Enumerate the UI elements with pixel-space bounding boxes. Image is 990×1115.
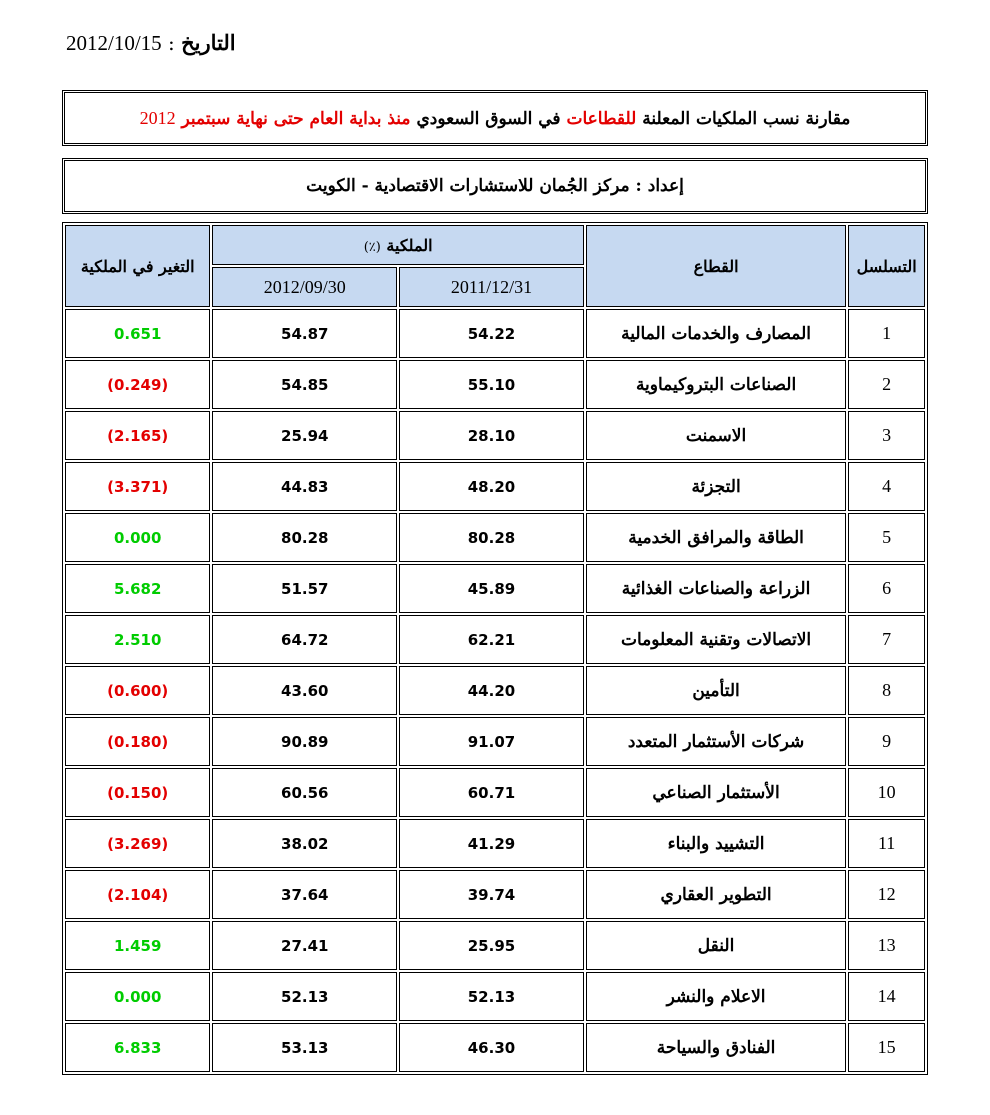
- row-sector: الاسمنت: [586, 411, 846, 460]
- row-seq: 1: [848, 309, 925, 358]
- report-title: [140, 108, 851, 129]
- row-ownership-2011: 52.13: [399, 972, 584, 1021]
- title-year: 2012: [139, 107, 176, 128]
- row-sector: النقل: [586, 921, 846, 970]
- header-date-2011: 2011/12/31: [399, 267, 584, 307]
- row-seq: 14: [848, 972, 925, 1021]
- row-seq: 2: [848, 360, 925, 409]
- row-ownership-2012: 43.60: [212, 666, 397, 715]
- table-row: [65, 717, 925, 766]
- row-change: (2.104): [65, 870, 210, 919]
- row-ownership-2012: 53.13: [212, 1023, 397, 1072]
- header-seq: التسلسل: [848, 225, 925, 307]
- row-ownership-2011: 44.20: [399, 666, 584, 715]
- row-change: 0.000: [65, 972, 210, 1021]
- header-sector: القطاع: [586, 225, 846, 307]
- row-ownership-2011: 80.28: [399, 513, 584, 562]
- table-row: [65, 615, 925, 664]
- row-change: 0.651: [65, 309, 210, 358]
- row-sector: التأمين: [586, 666, 846, 715]
- title-part-1: مقارنة نسب الملكيات المعلنة: [642, 108, 851, 129]
- row-sector: الأستثمار الصناعي: [586, 768, 846, 817]
- report-title-box: [62, 90, 928, 146]
- table-row: [65, 819, 925, 868]
- row-sector: الاعلام والنشر: [586, 972, 846, 1021]
- row-ownership-2012: 37.64: [212, 870, 397, 919]
- row-seq: 13: [848, 921, 925, 970]
- header-ownership-unit: (٪): [363, 239, 381, 255]
- row-ownership-2011: 28.10: [399, 411, 584, 460]
- row-ownership-2011: 45.89: [399, 564, 584, 613]
- row-change: (3.269): [65, 819, 210, 868]
- row-sector: الاتصالات وتقنية المعلومات: [586, 615, 846, 664]
- row-ownership-2012: 60.56: [212, 768, 397, 817]
- row-sector: التجزئة: [586, 462, 846, 511]
- row-seq: 12: [848, 870, 925, 919]
- row-seq: 5: [848, 513, 925, 562]
- row-seq: 7: [848, 615, 925, 664]
- prepared-by: إعداد : مركز الجُمان للاستشارات الاقتصادية - الكويت: [306, 176, 684, 196]
- row-change: 1.459: [65, 921, 210, 970]
- row-ownership-2012: 90.89: [212, 717, 397, 766]
- row-change: 0.000: [65, 513, 210, 562]
- row-ownership-2011: 39.74: [399, 870, 584, 919]
- table-row: [65, 1023, 925, 1072]
- row-ownership-2011: 55.10: [399, 360, 584, 409]
- row-ownership-2011: 62.21: [399, 615, 584, 664]
- row-sector: شركات الأستثمار المتعدد: [586, 717, 846, 766]
- row-sector: التشييد والبناء: [586, 819, 846, 868]
- row-seq: 10: [848, 768, 925, 817]
- table-row: [65, 360, 925, 409]
- row-seq: 3: [848, 411, 925, 460]
- table-row: [65, 921, 925, 970]
- table-row: [65, 666, 925, 715]
- row-ownership-2011: 91.07: [399, 717, 584, 766]
- table-body: [65, 309, 925, 1072]
- row-change: (3.371): [65, 462, 210, 511]
- row-change: (0.180): [65, 717, 210, 766]
- row-ownership-2011: 60.71: [399, 768, 584, 817]
- row-sector: التطوير العقاري: [586, 870, 846, 919]
- row-seq: 4: [848, 462, 925, 511]
- date-value: 2012/10/15: [66, 31, 162, 55]
- title-part-4: منذ بداية العام حتى نهاية سبتمبر: [181, 108, 411, 129]
- row-sector: الفنادق والسياحة: [586, 1023, 846, 1072]
- row-change: 5.682: [65, 564, 210, 613]
- header-change: التغير في الملكية: [65, 225, 210, 307]
- row-ownership-2012: 52.13: [212, 972, 397, 1021]
- row-seq: 11: [848, 819, 925, 868]
- row-change: (0.249): [65, 360, 210, 409]
- table-row: [65, 309, 925, 358]
- row-seq: 15: [848, 1023, 925, 1072]
- table-row: [65, 768, 925, 817]
- ownership-table: [62, 222, 928, 1075]
- row-ownership-2012: 38.02: [212, 819, 397, 868]
- row-seq: 8: [848, 666, 925, 715]
- row-ownership-2012: 54.87: [212, 309, 397, 358]
- row-ownership-2012: 80.28: [212, 513, 397, 562]
- header-date-2012: 2012/09/30: [212, 267, 397, 307]
- row-change: (0.600): [65, 666, 210, 715]
- header-ownership: [212, 225, 583, 265]
- header-ownership-label: الملكية: [386, 235, 433, 255]
- prepared-by-box: [62, 158, 928, 214]
- table-row: [65, 564, 925, 613]
- row-change: 2.510: [65, 615, 210, 664]
- row-seq: 9: [848, 717, 925, 766]
- row-ownership-2011: 41.29: [399, 819, 584, 868]
- row-sector: الطاقة والمرافق الخدمية: [586, 513, 846, 562]
- row-sector: المصارف والخدمات المالية: [586, 309, 846, 358]
- report-date: [66, 30, 236, 56]
- row-ownership-2011: 25.95: [399, 921, 584, 970]
- row-ownership-2011: 48.20: [399, 462, 584, 511]
- date-separator: :: [161, 31, 182, 55]
- title-part-3: في السوق السعودي: [416, 108, 561, 129]
- row-ownership-2012: 27.41: [212, 921, 397, 970]
- row-ownership-2012: 64.72: [212, 615, 397, 664]
- row-change: (0.150): [65, 768, 210, 817]
- row-change: 6.833: [65, 1023, 210, 1072]
- table-row: [65, 462, 925, 511]
- table-row: [65, 513, 925, 562]
- table-row: [65, 411, 925, 460]
- row-sector: الزراعة والصناعات الغذائية: [586, 564, 846, 613]
- row-ownership-2011: 46.30: [399, 1023, 584, 1072]
- row-change: (2.165): [65, 411, 210, 460]
- row-ownership-2012: 25.94: [212, 411, 397, 460]
- table-row: [65, 870, 925, 919]
- row-sector: الصناعات البتروكيماوية: [586, 360, 846, 409]
- row-ownership-2012: 54.85: [212, 360, 397, 409]
- row-seq: 6: [848, 564, 925, 613]
- row-ownership-2011: 54.22: [399, 309, 584, 358]
- date-label: التاريخ: [181, 30, 236, 55]
- table-row: [65, 972, 925, 1021]
- row-ownership-2012: 51.57: [212, 564, 397, 613]
- title-part-2: للقطاعات: [566, 108, 637, 129]
- row-ownership-2012: 44.83: [212, 462, 397, 511]
